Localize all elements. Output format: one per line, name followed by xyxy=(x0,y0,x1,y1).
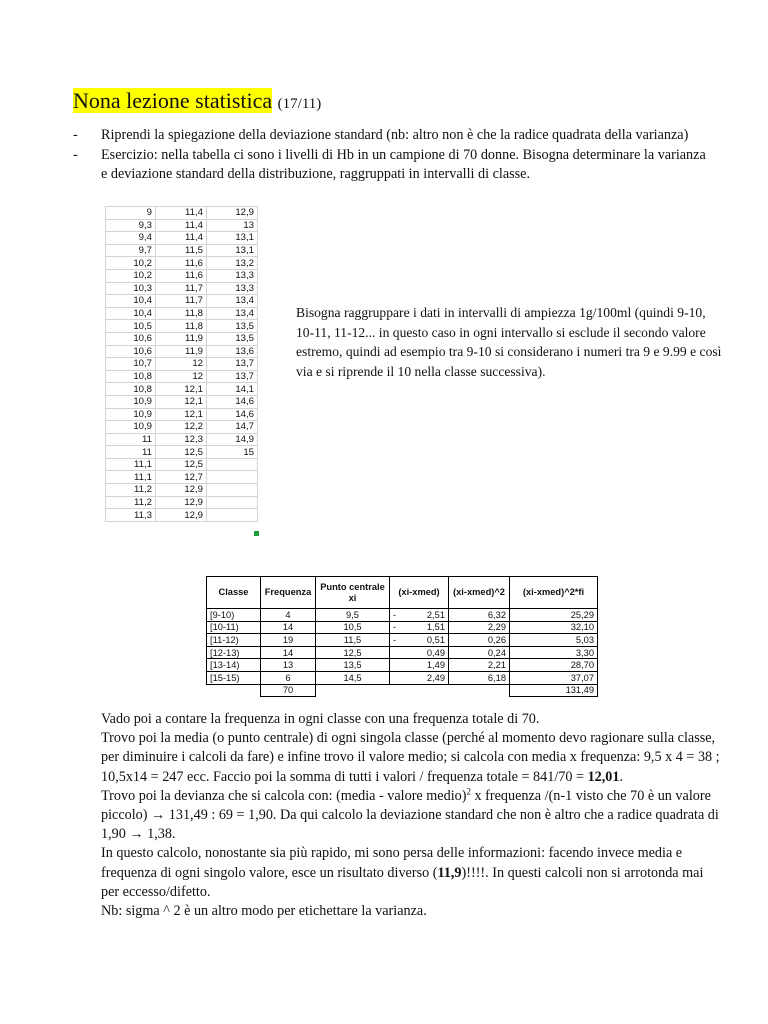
cell-punto: 13,5 xyxy=(316,659,390,672)
sheet-cell: 14,9 xyxy=(207,433,258,446)
sheet-cell: 11,2 xyxy=(106,484,156,497)
minus-sign: - xyxy=(393,634,397,645)
sheet-fill-handle xyxy=(254,531,259,536)
bullet-text: Esercizio: nella tabella ci sono i livelli di Hb in un campione di 70 donne. Bisogna determinare la varianza e deviazione standard della distribuzione, raggruppati in intervalli di classe. xyxy=(101,146,706,182)
sheet-cell: 13,7 xyxy=(207,370,258,383)
cell-sqfi: 32,10 xyxy=(510,621,598,634)
sheet-cell: 9,3 xyxy=(106,219,156,232)
sheet-row xyxy=(106,332,258,345)
sheet-row xyxy=(106,408,258,421)
sheet-cell: 12,3 xyxy=(156,433,207,446)
sheet-row xyxy=(106,295,258,308)
sheet-cell: 14,6 xyxy=(207,395,258,408)
sheet-row xyxy=(106,370,258,383)
sheet-cell: 13,1 xyxy=(207,232,258,245)
sheet-cell: 13,5 xyxy=(207,320,258,333)
cell-frequenza: 6 xyxy=(261,671,316,684)
minus-sign: - xyxy=(393,609,397,620)
sheet-row xyxy=(106,244,258,257)
bullet-list xyxy=(73,126,713,185)
sheet-cell: 12,1 xyxy=(156,395,207,408)
bullet-item xyxy=(73,126,713,146)
sheet-cell: 13,3 xyxy=(207,282,258,295)
sheet-cell xyxy=(207,509,258,522)
sheet-row xyxy=(106,484,258,497)
paragraph xyxy=(101,787,721,845)
cell-frequenza: 14 xyxy=(261,621,316,634)
header-sqfi: (xi-xmed)^2*fi xyxy=(510,577,598,609)
text-run: x frequenza /(n-1 visto che 70 è un valore piccolo) xyxy=(101,787,711,824)
cell-sq: 2,29 xyxy=(449,621,510,634)
sheet-cell xyxy=(207,471,258,484)
sheet-cell: 11 xyxy=(106,433,156,446)
paragraph: Nb: sigma ^ 2 è un altro modo per etichettare la varianza. xyxy=(101,903,427,920)
sheet-cell: 9,4 xyxy=(106,232,156,245)
sheet-cell: 11,9 xyxy=(156,345,207,358)
cell-classe: [12-13) xyxy=(207,646,261,659)
empty-cell xyxy=(449,684,510,697)
sheet-row xyxy=(106,395,258,408)
title-date: (17/11) xyxy=(277,96,322,112)
table-row xyxy=(207,671,598,684)
sheet-cell: 11,2 xyxy=(106,496,156,509)
diff-value: 0,51 xyxy=(426,634,445,645)
sheet-cell: 11 xyxy=(106,446,156,459)
header-diff: (xi-xmed) xyxy=(390,577,449,609)
sheet-cell: 10,6 xyxy=(106,345,156,358)
diff-value: 1,49 xyxy=(426,660,445,671)
sheet-cell: 11,7 xyxy=(156,282,207,295)
total-sqfi: 131,49 xyxy=(510,684,598,697)
sheet-cell: 10,9 xyxy=(106,408,156,421)
empty-cell xyxy=(316,684,390,697)
cell-classe: [13-14) xyxy=(207,659,261,672)
grouping-note: Bisogna raggruppare i dati in intervalli di ampiezza 1g/100ml (quindi 9-10, 10-11, 11-12... in questo caso in ogni intervallo si esclude il secondo valore estremo, quindi ad esempio tra 9-10 si considerano i numeri tra 9 e 9.99 e così via e si riprende il 10 nella classe successiva). xyxy=(296,305,722,379)
cell-sq: 6,18 xyxy=(449,671,510,684)
sheet-cell: 12,1 xyxy=(156,383,207,396)
cell-punto: 14,5 xyxy=(316,671,390,684)
sheet-cell: 11,6 xyxy=(156,257,207,270)
sheet-cell: 11,8 xyxy=(156,307,207,320)
sheet-cell: 10,2 xyxy=(106,269,156,282)
cell-frequenza: 19 xyxy=(261,634,316,647)
sheet-cell xyxy=(207,458,258,471)
sheet-cell: 11,4 xyxy=(156,232,207,245)
totals-row xyxy=(207,684,598,697)
sheet-row xyxy=(106,433,258,446)
diff-value: 0,49 xyxy=(426,647,445,658)
header-frequenza: Frequenza xyxy=(261,577,316,609)
header-classe: Classe xyxy=(207,577,261,609)
sheet-cell: 12,9 xyxy=(156,496,207,509)
sheet-cell: 10,4 xyxy=(106,295,156,308)
sheet-row xyxy=(106,509,258,522)
sheet-row xyxy=(106,219,258,232)
sheet-cell: 10,3 xyxy=(106,282,156,295)
table-row xyxy=(207,621,598,634)
sheet-row xyxy=(106,421,258,434)
cell-classe: [9-10) xyxy=(207,609,261,622)
sheet-cell: 14,7 xyxy=(207,421,258,434)
cell-frequenza: 4 xyxy=(261,609,316,622)
header-punto: Punto centrale xi xyxy=(316,577,390,609)
sheet-cell: 13,2 xyxy=(207,257,258,270)
sheet-cell: 12 xyxy=(156,370,207,383)
sheet-cell: 11,4 xyxy=(156,207,207,220)
bullet-dash: - xyxy=(73,127,78,143)
raw-data-sheet xyxy=(105,206,258,522)
table-row xyxy=(207,609,598,622)
sheet-cell xyxy=(207,484,258,497)
text-run: 1,38. xyxy=(143,826,176,843)
bullet-text: Riprendi la spiegazione della deviazione standard (nb: altro non è che la radice quadrata della varianza) xyxy=(101,127,689,143)
sheet-cell: 12,9 xyxy=(156,484,207,497)
sheet-cell: 10,8 xyxy=(106,370,156,383)
cell-diff xyxy=(390,659,449,672)
sheet-cell: 12,7 xyxy=(156,471,207,484)
cell-classe: [10-11) xyxy=(207,621,261,634)
total-frequenza: 70 xyxy=(261,684,316,697)
sheet-cell: 12,5 xyxy=(156,446,207,459)
sheet-cell: 11,3 xyxy=(106,509,156,522)
text-run: )!!!!. In questi calcoli non si arrotonda mai per eccesso/difetto. xyxy=(101,864,704,900)
sheet-row xyxy=(106,307,258,320)
sheet-cell: 10,5 xyxy=(106,320,156,333)
sheet-cell: 10,9 xyxy=(106,395,156,408)
sheet-row xyxy=(106,269,258,282)
sheet-row xyxy=(106,257,258,270)
sheet-cell xyxy=(207,496,258,509)
cell-sqfi: 25,29 xyxy=(510,609,598,622)
sheet-cell: 11,4 xyxy=(156,219,207,232)
text-run: Trovo poi la media (o punto centrale) di ogni singola classe (perché al momento devo ragionare sulla classe, per diminuire i calcoli da fare) e infine trovo il valore medio; si calcola con media x frequenza: 9,5 x 4 = 38 ; 10,5x14 = 247 ecc. Faccio poi la somma di tutti i valori / frequenza totale = 841/70 = xyxy=(101,730,720,785)
frequency-table xyxy=(206,576,598,697)
sheet-row xyxy=(106,458,258,471)
text-run: Trovo poi la devianza che si calcola con: (media - valore medio) xyxy=(101,787,467,804)
sheet-cell: 12,5 xyxy=(156,458,207,471)
sheet-cell: 11,5 xyxy=(156,244,207,257)
sheet-row xyxy=(106,471,258,484)
sheet-cell: 13,4 xyxy=(207,307,258,320)
header-sq: (xi-xmed)^2 xyxy=(449,577,510,609)
sheet-cell: 11,1 xyxy=(106,458,156,471)
sheet-cell: 11,7 xyxy=(156,295,207,308)
sheet-cell: 10,4 xyxy=(106,307,156,320)
sheet-cell: 14,1 xyxy=(207,383,258,396)
sheet-cell: 11,6 xyxy=(156,269,207,282)
sheet-cell: 10,7 xyxy=(106,358,156,371)
arrow-icon: → xyxy=(151,807,166,824)
paragraph: Vado poi a contare la frequenza in ogni classe con una frequenza totale di 70. xyxy=(101,711,540,727)
cell-frequenza: 14 xyxy=(261,646,316,659)
cell-punto: 9,5 xyxy=(316,609,390,622)
diff-value: 2,49 xyxy=(426,672,445,683)
paragraph xyxy=(101,729,721,787)
cell-punto: 11,5 xyxy=(316,634,390,647)
cell-sq: 0,26 xyxy=(449,634,510,647)
cell-diff xyxy=(390,634,449,647)
sheet-row xyxy=(106,345,258,358)
sheet-cell: 12,1 xyxy=(156,408,207,421)
cell-classe: [11-12) xyxy=(207,634,261,647)
sheet-cell: 11,9 xyxy=(156,332,207,345)
minus-sign: - xyxy=(393,622,397,633)
sheet-row xyxy=(106,207,258,220)
cell-punto: 10,5 xyxy=(316,621,390,634)
diff-value: 2,51 xyxy=(426,609,445,620)
sheet-cell: 13 xyxy=(207,219,258,232)
empty-cell xyxy=(207,684,261,697)
diff-value: 1,51 xyxy=(426,622,445,633)
paragraph xyxy=(101,844,721,902)
arrow-icon: → xyxy=(129,826,144,843)
sheet-cell: 9,7 xyxy=(106,244,156,257)
sheet-cell: 14,6 xyxy=(207,408,258,421)
sheet-cell: 12,2 xyxy=(156,421,207,434)
cell-sqfi: 37,07 xyxy=(510,671,598,684)
cell-sq: 0,24 xyxy=(449,646,510,659)
sheet-row xyxy=(106,383,258,396)
cell-diff xyxy=(390,646,449,659)
sheet-cell: 12 xyxy=(156,358,207,371)
title-main: Nona lezione statistica xyxy=(73,88,273,113)
cell-sq: 2,21 xyxy=(449,659,510,672)
sheet-row xyxy=(106,282,258,295)
cell-sqfi: 28,70 xyxy=(510,659,598,672)
sheet-cell: 13,3 xyxy=(207,269,258,282)
sheet-cell: 10,8 xyxy=(106,383,156,396)
sheet-cell: 13,4 xyxy=(207,295,258,308)
table-row xyxy=(207,646,598,659)
bullet-item xyxy=(73,146,713,185)
text-run: 131,49 : 69 = 1,90. Da qui calcolo la deviazione standard che non è altro che a radice quadrata di 1,90 xyxy=(101,807,719,843)
table-row xyxy=(207,634,598,647)
sheet-cell: 10,6 xyxy=(106,332,156,345)
sheet-cell: 12,9 xyxy=(156,509,207,522)
body-text xyxy=(101,710,721,921)
sheet-cell: 13,5 xyxy=(207,332,258,345)
sheet-row xyxy=(106,320,258,333)
sheet-cell: 11,1 xyxy=(106,471,156,484)
cell-punto: 12,5 xyxy=(316,646,390,659)
sheet-cell: 13,1 xyxy=(207,244,258,257)
superscript: 2 xyxy=(466,786,471,797)
cell-diff xyxy=(390,671,449,684)
empty-cell xyxy=(390,684,449,697)
cell-sqfi: 5,03 xyxy=(510,634,598,647)
bullet-dash: - xyxy=(73,146,78,163)
sheet-cell: 9 xyxy=(106,207,156,220)
sheet-row xyxy=(106,232,258,245)
sheet-cell: 10,2 xyxy=(106,257,156,270)
sheet-row xyxy=(106,446,258,459)
sheet-cell: 12,9 xyxy=(207,207,258,220)
cell-frequenza: 13 xyxy=(261,659,316,672)
sheet-row xyxy=(106,496,258,509)
table-row xyxy=(207,659,598,672)
sheet-cell: 13,6 xyxy=(207,345,258,358)
cell-classe: [15-15) xyxy=(207,671,261,684)
sheet-cell: 10,9 xyxy=(106,421,156,434)
cell-diff xyxy=(390,609,449,622)
cell-sqfi: 3,30 xyxy=(510,646,598,659)
bold-run: 12,01 xyxy=(587,768,620,785)
sheet-cell: 15 xyxy=(207,446,258,459)
page-title xyxy=(73,88,321,117)
bold-run: 11,9 xyxy=(437,864,462,881)
text-run: In questo calcolo, nonostante sia più rapido, mi sono persa delle informazioni: facendo invece media e frequenza di ogni singolo valore, esce un risultato diverso ( xyxy=(101,845,683,881)
sheet-cell: 13,7 xyxy=(207,358,258,371)
cell-diff xyxy=(390,621,449,634)
text-run: . xyxy=(619,768,624,785)
sheet-row xyxy=(106,358,258,371)
sheet-cell: 11,8 xyxy=(156,320,207,333)
cell-sq: 6,32 xyxy=(449,609,510,622)
